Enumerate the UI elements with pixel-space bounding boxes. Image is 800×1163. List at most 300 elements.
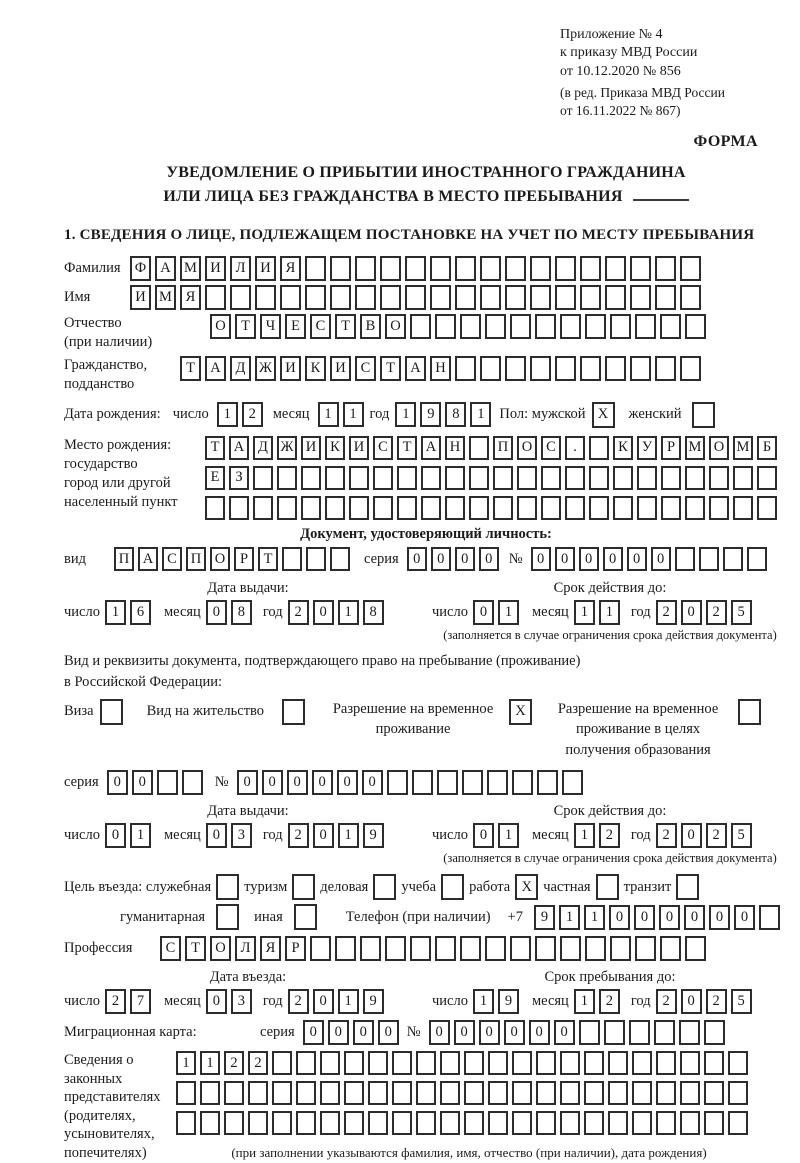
birth-month-cells[interactable] — [318, 402, 364, 427]
form-cell[interactable] — [585, 936, 606, 961]
form-cell[interactable] — [277, 496, 297, 520]
form-cell[interactable] — [330, 285, 351, 310]
purpose-transit-checkbox[interactable] — [676, 874, 699, 900]
form-cell[interactable]: Ж — [277, 436, 297, 460]
form-cell[interactable] — [469, 466, 489, 490]
form-cell[interactable]: Д — [230, 356, 251, 381]
form-cell[interactable]: 1 — [130, 823, 151, 848]
visa-checkbox[interactable] — [100, 699, 123, 725]
purpose-other-checkbox[interactable] — [294, 904, 317, 930]
form-cell[interactable]: 0 — [206, 823, 227, 848]
form-cell[interactable] — [296, 1111, 316, 1135]
purpose-private-checkbox[interactable] — [596, 874, 619, 900]
form-cell[interactable]: 1 — [176, 1051, 196, 1075]
form-cell[interactable] — [330, 256, 351, 281]
form-cell[interactable] — [248, 1111, 268, 1135]
form-cell[interactable] — [421, 496, 441, 520]
form-cell[interactable] — [510, 936, 531, 961]
form-cell[interactable] — [604, 1020, 625, 1045]
form-cell[interactable]: 1 — [599, 600, 620, 625]
form-cell[interactable] — [637, 466, 657, 490]
form-cell[interactable] — [441, 874, 464, 900]
form-cell[interactable] — [282, 547, 302, 571]
form-cell[interactable]: 0 — [634, 905, 655, 930]
form-cell[interactable] — [301, 466, 321, 490]
form-cell[interactable]: 0 — [555, 547, 575, 571]
form-cell[interactable] — [632, 1081, 652, 1105]
form-cell[interactable] — [310, 936, 331, 961]
form-cell[interactable]: 2 — [224, 1051, 244, 1075]
form-cell[interactable]: 6 — [130, 600, 151, 625]
form-cell[interactable] — [305, 285, 326, 310]
form-cell[interactable]: Е — [285, 314, 306, 339]
purpose-official-checkbox[interactable] — [216, 874, 239, 900]
form-cell[interactable] — [296, 1051, 316, 1075]
form-cell[interactable]: А — [405, 356, 426, 381]
form-cell[interactable] — [335, 936, 356, 961]
form-cell[interactable] — [349, 466, 369, 490]
form-cell[interactable]: Я — [180, 285, 201, 310]
form-cell[interactable] — [630, 256, 651, 281]
form-cell[interactable]: 1 — [574, 989, 595, 1014]
form-cell[interactable] — [464, 1051, 484, 1075]
form-cell[interactable] — [485, 314, 506, 339]
form-cell[interactable] — [505, 256, 526, 281]
form-cell[interactable]: И — [349, 436, 369, 460]
form-cell[interactable] — [405, 285, 426, 310]
form-cell[interactable]: А — [229, 436, 249, 460]
form-cell[interactable] — [505, 356, 526, 381]
form-cell[interactable] — [387, 770, 408, 795]
form-cell[interactable] — [605, 285, 626, 310]
form-cell[interactable]: 1 — [473, 989, 494, 1014]
form-cell[interactable] — [654, 1020, 675, 1045]
form-cell[interactable] — [205, 285, 226, 310]
form-cell[interactable] — [704, 1051, 724, 1075]
form-cell[interactable] — [680, 256, 701, 281]
form-cell[interactable]: С — [162, 547, 182, 571]
form-cell[interactable]: 0 — [287, 770, 308, 795]
form-cell[interactable] — [253, 466, 273, 490]
form-cell[interactable]: С — [160, 936, 181, 961]
form-cell[interactable]: 1 — [574, 823, 595, 848]
form-cell[interactable]: 0 — [734, 905, 755, 930]
form-cell[interactable] — [200, 1081, 220, 1105]
form-cell[interactable] — [510, 314, 531, 339]
form-cell[interactable] — [679, 1020, 700, 1045]
form-cell[interactable] — [488, 1051, 508, 1075]
form-cell[interactable] — [560, 314, 581, 339]
form-cell[interactable] — [530, 256, 551, 281]
form-cell[interactable] — [536, 1111, 556, 1135]
form-cell[interactable]: Т — [397, 436, 417, 460]
form-cell[interactable]: 2 — [105, 989, 126, 1014]
form-cell[interactable] — [205, 496, 225, 520]
form-cell[interactable]: 7 — [130, 989, 151, 1014]
form-cell[interactable] — [541, 496, 561, 520]
form-cell[interactable]: 0 — [337, 770, 358, 795]
form-cell[interactable]: 5 — [731, 600, 752, 625]
form-cell[interactable] — [380, 285, 401, 310]
form-cell[interactable]: И — [130, 285, 151, 310]
form-cell[interactable] — [757, 466, 777, 490]
form-cell[interactable]: 0 — [681, 989, 702, 1014]
form-cell[interactable]: 0 — [206, 989, 227, 1014]
form-cell[interactable] — [733, 466, 753, 490]
form-cell[interactable] — [565, 496, 585, 520]
form-cell[interactable]: 0 — [107, 770, 128, 795]
form-cell[interactable] — [517, 496, 537, 520]
form-cell[interactable]: 0 — [407, 547, 427, 571]
form-cell[interactable] — [416, 1111, 436, 1135]
form-cell[interactable] — [680, 1081, 700, 1105]
form-cell[interactable] — [229, 496, 249, 520]
form-cell[interactable] — [629, 1020, 650, 1045]
form-cell[interactable]: 0 — [627, 547, 647, 571]
form-cell[interactable]: 0 — [362, 770, 383, 795]
form-cell[interactable] — [537, 770, 558, 795]
form-cell[interactable] — [416, 1051, 436, 1075]
form-cell[interactable]: 1 — [217, 402, 238, 427]
form-cell[interactable] — [747, 547, 767, 571]
form-cell[interactable]: 1 — [343, 402, 364, 427]
form-cell[interactable] — [325, 496, 345, 520]
phone-number-cells[interactable] — [534, 905, 780, 930]
form-cell[interactable] — [280, 285, 301, 310]
form-cell[interactable] — [560, 1051, 580, 1075]
form-cell[interactable] — [692, 402, 715, 428]
form-cell[interactable]: Ч — [260, 314, 281, 339]
form-cell[interactable] — [560, 936, 581, 961]
form-cell[interactable] — [410, 936, 431, 961]
form-cell[interactable] — [216, 874, 239, 900]
form-cell[interactable]: 2 — [706, 989, 727, 1014]
form-cell[interactable] — [505, 285, 526, 310]
form-cell[interactable]: 1 — [338, 600, 359, 625]
entry-day-cells[interactable] — [105, 989, 151, 1014]
form-cell[interactable]: 0 — [504, 1020, 525, 1045]
form-cell[interactable] — [661, 466, 681, 490]
form-cell[interactable] — [555, 356, 576, 381]
form-cell[interactable]: М — [180, 256, 201, 281]
form-cell[interactable] — [296, 1081, 316, 1105]
form-cell[interactable]: 0 — [313, 823, 334, 848]
form-cell[interactable] — [685, 936, 706, 961]
form-cell[interactable]: 1 — [584, 905, 605, 930]
form-cell[interactable]: 8 — [445, 402, 466, 427]
form-cell[interactable] — [656, 1051, 676, 1075]
form-cell[interactable] — [655, 256, 676, 281]
form-cell[interactable] — [589, 466, 609, 490]
form-cell[interactable] — [306, 547, 326, 571]
form-cell[interactable]: X — [592, 402, 615, 428]
form-cell[interactable] — [585, 314, 606, 339]
form-cell[interactable] — [176, 1111, 196, 1135]
form-cell[interactable]: 0 — [473, 823, 494, 848]
form-cell[interactable]: 9 — [363, 823, 384, 848]
form-cell[interactable] — [430, 256, 451, 281]
form-cell[interactable]: Т — [185, 936, 206, 961]
form-cell[interactable]: И — [330, 356, 351, 381]
form-cell[interactable] — [589, 436, 609, 460]
form-cell[interactable] — [656, 1111, 676, 1135]
form-cell[interactable]: Л — [235, 936, 256, 961]
form-cell[interactable] — [610, 936, 631, 961]
form-cell[interactable] — [685, 314, 706, 339]
form-cell[interactable] — [480, 356, 501, 381]
form-cell[interactable]: 2 — [288, 823, 309, 848]
form-cell[interactable] — [368, 1111, 388, 1135]
residence-permit-checkbox[interactable] — [282, 699, 305, 725]
form-cell[interactable]: М — [685, 436, 705, 460]
form-cell[interactable]: 0 — [479, 547, 499, 571]
purpose-tourism-checkbox[interactable] — [292, 874, 315, 900]
form-cell[interactable]: 1 — [200, 1051, 220, 1075]
form-cell[interactable] — [460, 936, 481, 961]
form-cell[interactable]: 2 — [656, 989, 677, 1014]
form-cell[interactable] — [320, 1051, 340, 1075]
form-cell[interactable] — [630, 356, 651, 381]
form-cell[interactable] — [704, 1020, 725, 1045]
form-cell[interactable] — [560, 1111, 580, 1135]
form-cell[interactable]: 1 — [498, 823, 519, 848]
form-cell[interactable]: 0 — [454, 1020, 475, 1045]
form-cell[interactable] — [200, 1111, 220, 1135]
form-cell[interactable]: К — [613, 436, 633, 460]
migration-series-cells[interactable] — [303, 1020, 399, 1045]
form-cell[interactable]: 2 — [706, 600, 727, 625]
form-cell[interactable]: 0 — [313, 600, 334, 625]
form-cell[interactable] — [608, 1111, 628, 1135]
form-cell[interactable] — [435, 314, 456, 339]
form-cell[interactable]: Т — [180, 356, 201, 381]
form-cell[interactable]: Е — [205, 466, 225, 490]
form-cell[interactable]: А — [138, 547, 158, 571]
form-cell[interactable]: Р — [661, 436, 681, 460]
birth-year-cells[interactable] — [395, 402, 491, 427]
form-cell[interactable] — [655, 356, 676, 381]
form-cell[interactable] — [412, 770, 433, 795]
form-cell[interactable]: З — [229, 466, 249, 490]
id-valid-day-cells[interactable] — [473, 600, 519, 625]
form-cell[interactable]: 1 — [574, 600, 595, 625]
form-cell[interactable] — [272, 1111, 292, 1135]
form-cell[interactable]: А — [205, 356, 226, 381]
form-cell[interactable] — [320, 1111, 340, 1135]
form-cell[interactable]: 2 — [242, 402, 263, 427]
permit-issue-year-cells[interactable] — [288, 823, 384, 848]
form-cell[interactable] — [462, 770, 483, 795]
form-cell[interactable]: 2 — [656, 600, 677, 625]
form-cell[interactable] — [330, 547, 350, 571]
permit-valid-year-cells[interactable] — [656, 823, 752, 848]
id-issue-month-cells[interactable] — [206, 600, 252, 625]
form-cell[interactable] — [216, 904, 239, 930]
given-name-cells[interactable] — [130, 285, 701, 310]
form-cell[interactable] — [460, 314, 481, 339]
form-cell[interactable] — [680, 285, 701, 310]
form-cell[interactable]: О — [385, 314, 406, 339]
form-cell[interactable]: 9 — [420, 402, 441, 427]
form-cell[interactable] — [536, 1051, 556, 1075]
birth-day-cells[interactable] — [217, 402, 263, 427]
form-cell[interactable] — [385, 936, 406, 961]
form-cell[interactable] — [440, 1081, 460, 1105]
form-cell[interactable]: Т — [335, 314, 356, 339]
form-cell[interactable] — [344, 1081, 364, 1105]
form-cell[interactable] — [530, 356, 551, 381]
form-cell[interactable] — [512, 1111, 532, 1135]
form-cell[interactable]: С — [310, 314, 331, 339]
form-cell[interactable] — [445, 466, 465, 490]
form-cell[interactable] — [560, 1081, 580, 1105]
purpose-business-checkbox[interactable] — [373, 874, 396, 900]
permit-number-cells[interactable] — [237, 770, 583, 795]
form-cell[interactable] — [704, 1081, 724, 1105]
form-cell[interactable] — [405, 256, 426, 281]
form-cell[interactable] — [416, 1081, 436, 1105]
form-cell[interactable] — [580, 256, 601, 281]
form-cell[interactable] — [757, 496, 777, 520]
form-cell[interactable]: 9 — [363, 989, 384, 1014]
form-cell[interactable]: С — [355, 356, 376, 381]
form-cell[interactable]: А — [421, 436, 441, 460]
form-cell[interactable] — [253, 496, 273, 520]
form-cell[interactable] — [344, 1051, 364, 1075]
form-cell[interactable] — [272, 1051, 292, 1075]
form-cell[interactable]: 0 — [651, 547, 671, 571]
form-cell[interactable]: П — [186, 547, 206, 571]
form-cell[interactable]: М — [733, 436, 753, 460]
form-cell[interactable] — [440, 1051, 460, 1075]
form-cell[interactable] — [580, 285, 601, 310]
form-cell[interactable] — [487, 770, 508, 795]
form-cell[interactable]: Н — [445, 436, 465, 460]
form-cell[interactable] — [349, 496, 369, 520]
form-cell[interactable] — [392, 1111, 412, 1135]
entry-year-cells[interactable] — [288, 989, 384, 1014]
permit-issue-month-cells[interactable] — [206, 823, 252, 848]
form-cell[interactable]: 0 — [303, 1020, 324, 1045]
form-cell[interactable]: 0 — [554, 1020, 575, 1045]
form-cell[interactable] — [565, 466, 585, 490]
form-cell[interactable]: 8 — [363, 600, 384, 625]
form-cell[interactable]: 1 — [498, 600, 519, 625]
form-cell[interactable] — [610, 314, 631, 339]
form-cell[interactable]: 8 — [231, 600, 252, 625]
form-cell[interactable]: 0 — [709, 905, 730, 930]
form-cell[interactable]: С — [373, 436, 393, 460]
form-cell[interactable]: 2 — [288, 989, 309, 1014]
temp-residence-edu-checkbox[interactable] — [738, 699, 761, 725]
form-cell[interactable] — [445, 496, 465, 520]
form-cell[interactable]: У — [637, 436, 657, 460]
form-cell[interactable] — [580, 356, 601, 381]
id-issue-year-cells[interactable] — [288, 600, 384, 625]
representatives-cells-row3[interactable] — [176, 1111, 762, 1135]
form-cell[interactable] — [709, 496, 729, 520]
purpose-humanitarian-checkbox[interactable] — [216, 904, 239, 930]
form-cell[interactable] — [355, 285, 376, 310]
form-cell[interactable]: И — [301, 436, 321, 460]
form-cell[interactable]: 0 — [429, 1020, 450, 1045]
form-cell[interactable] — [410, 314, 431, 339]
form-cell[interactable]: Р — [234, 547, 254, 571]
form-cell[interactable]: С — [541, 436, 561, 460]
birthplace-cells-row2[interactable] — [205, 466, 777, 490]
form-cell[interactable]: 0 — [531, 547, 551, 571]
form-cell[interactable] — [555, 256, 576, 281]
form-cell[interactable]: 0 — [431, 547, 451, 571]
form-cell[interactable]: 0 — [529, 1020, 550, 1045]
form-cell[interactable]: X — [515, 874, 538, 900]
surname-cells[interactable] — [130, 256, 701, 281]
form-cell[interactable] — [493, 496, 513, 520]
form-cell[interactable] — [277, 466, 297, 490]
form-cell[interactable] — [555, 285, 576, 310]
form-cell[interactable] — [464, 1111, 484, 1135]
form-cell[interactable] — [699, 547, 719, 571]
purpose-work-checkbox[interactable] — [515, 874, 538, 900]
form-cell[interactable] — [596, 874, 619, 900]
form-cell[interactable] — [637, 496, 657, 520]
form-cell[interactable] — [272, 1081, 292, 1105]
birthplace-cells-row3[interactable] — [205, 496, 777, 520]
form-cell[interactable] — [325, 466, 345, 490]
birthplace-cells-row1[interactable] — [205, 436, 777, 460]
form-cell[interactable] — [392, 1081, 412, 1105]
form-cell[interactable] — [728, 1081, 748, 1105]
form-cell[interactable] — [541, 466, 561, 490]
form-cell[interactable]: 2 — [288, 600, 309, 625]
id-issue-day-cells[interactable] — [105, 600, 151, 625]
form-cell[interactable]: 2 — [706, 823, 727, 848]
form-cell[interactable] — [738, 699, 761, 725]
form-cell[interactable] — [301, 496, 321, 520]
form-cell[interactable]: И — [205, 256, 226, 281]
form-cell[interactable] — [635, 314, 656, 339]
form-cell[interactable] — [536, 1081, 556, 1105]
form-cell[interactable] — [512, 1051, 532, 1075]
form-cell[interactable] — [480, 285, 501, 310]
form-cell[interactable]: 3 — [231, 989, 252, 1014]
form-cell[interactable]: 1 — [395, 402, 416, 427]
form-cell[interactable]: 1 — [470, 402, 491, 427]
representatives-cells-row1[interactable] — [176, 1051, 762, 1075]
form-cell[interactable] — [488, 1111, 508, 1135]
citizenship-cells[interactable] — [180, 356, 701, 381]
form-cell[interactable] — [435, 936, 456, 961]
form-cell[interactable] — [182, 770, 203, 795]
form-cell[interactable]: 2 — [599, 823, 620, 848]
form-cell[interactable]: 1 — [338, 823, 359, 848]
form-cell[interactable] — [421, 466, 441, 490]
form-cell[interactable]: О — [210, 936, 231, 961]
form-cell[interactable] — [589, 496, 609, 520]
stay-day-cells[interactable] — [473, 989, 519, 1014]
form-cell[interactable]: Т — [205, 436, 225, 460]
permit-issue-day-cells[interactable] — [105, 823, 151, 848]
form-cell[interactable] — [368, 1051, 388, 1075]
form-cell[interactable]: П — [114, 547, 134, 571]
id-valid-month-cells[interactable] — [574, 600, 620, 625]
form-cell[interactable] — [535, 314, 556, 339]
form-cell[interactable]: Я — [280, 256, 301, 281]
form-cell[interactable] — [488, 1081, 508, 1105]
form-cell[interactable]: Р — [285, 936, 306, 961]
representatives-cells-row2[interactable] — [176, 1081, 762, 1105]
form-cell[interactable] — [608, 1051, 628, 1075]
